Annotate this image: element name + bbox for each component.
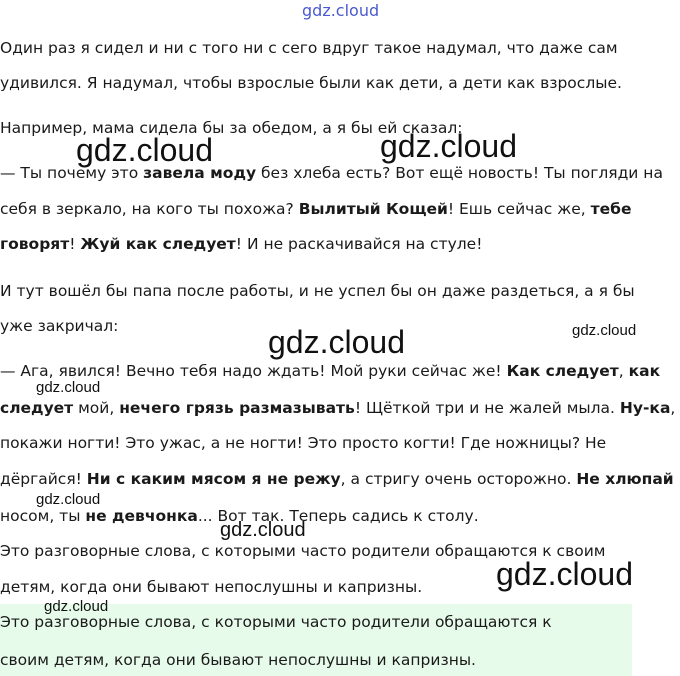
text: ! bbox=[69, 235, 81, 253]
paragraph-3-line-3 bbox=[0, 234, 482, 254]
text: , bbox=[670, 399, 676, 417]
bold-phrase: говорят bbox=[0, 235, 70, 253]
bold-phrase: Вылитый Кощей bbox=[298, 200, 448, 218]
text: без хлеба есть? Вот ещё новость! Ты погляди на bbox=[256, 164, 663, 182]
answer-line-1: Это разговорные слова, с которыми часто родители обращаются к bbox=[0, 613, 552, 631]
paragraph-5-line-1 bbox=[0, 361, 660, 381]
paragraph-3-line-2 bbox=[0, 199, 631, 219]
paragraph-1-line-1: Один раз я сидел и ни с того ни с сего вдруг такое надумал, что даже сам bbox=[0, 39, 618, 57]
text: ! Ешь сейчас же, bbox=[447, 200, 591, 218]
watermark: gdz.cloud bbox=[496, 556, 633, 592]
bold-phrase: тебе bbox=[590, 200, 632, 218]
paragraph-4-line-2: уже закричал: bbox=[0, 317, 119, 335]
watermark: gdz.cloud bbox=[220, 519, 306, 541]
text: мой, bbox=[73, 399, 120, 417]
watermark: gdz.cloud bbox=[380, 128, 517, 164]
paragraph-5-line-4 bbox=[0, 469, 674, 489]
watermark: gdz.cloud bbox=[302, 1, 380, 20]
paragraph-5-line-2 bbox=[0, 398, 675, 418]
bold-phrase: не девчонка bbox=[85, 507, 198, 525]
watermark: gdz.cloud bbox=[44, 598, 109, 615]
watermark: gdz.cloud bbox=[36, 379, 101, 396]
paragraph-1-line-2: удивился. Я надумал, чтобы взрослые были как дети, а дети как взрослые. bbox=[0, 74, 622, 92]
text: себя в зеркало, на кого ты похожа? bbox=[0, 200, 299, 218]
explanation-line-2: детям, когда они бывают непослушны и капризны. bbox=[0, 578, 423, 596]
paragraph-2-line-1: Например, мама сидела бы за обедом, а я бы ей сказал: bbox=[0, 119, 463, 137]
text: ! Щёткой три и не жалей мыла. bbox=[354, 399, 620, 417]
explanation-line-1: Это разговорные слова, с которыми часто родители обращаются к своим bbox=[0, 542, 606, 560]
watermark: gdz.cloud bbox=[572, 322, 637, 339]
bold-phrase: Ни с каким мясом я не режу bbox=[86, 470, 341, 488]
watermark: gdz.cloud bbox=[76, 132, 213, 168]
text: , bbox=[618, 362, 629, 380]
bold-phrase: Жуй как следует bbox=[80, 235, 236, 253]
text: носом, ты bbox=[0, 507, 86, 525]
watermark: gdz.cloud bbox=[36, 491, 101, 508]
bold-phrase: Ну-ка bbox=[619, 399, 671, 417]
bold-phrase: Не хлюпай bbox=[576, 470, 674, 488]
text: дёргайся! bbox=[0, 470, 87, 488]
text: — Ты почему это bbox=[0, 164, 144, 182]
watermark: gdz.cloud bbox=[268, 324, 405, 360]
bold-phrase: Как следует bbox=[506, 362, 619, 380]
bold-phrase: завела моду bbox=[143, 164, 257, 182]
paragraph-5-line-3: покажи ногти! Это ужас, а не ногти! Это просто когти! Где ножницы? Не bbox=[0, 434, 607, 452]
answer-line-2: своим детям, когда они бывают непослушны и капризны. bbox=[0, 651, 476, 669]
text: — Ага, явился! Вечно тебя надо ждать! Мой руки сейчас же! bbox=[0, 362, 507, 380]
text: ! И не раскачивайся на стуле! bbox=[235, 235, 483, 253]
bold-phrase: как bbox=[628, 362, 661, 380]
paragraph-4-line-1: И тут вошёл бы папа после работы, и не успел бы он даже раздеться, а я бы bbox=[0, 282, 635, 300]
text: ... Вот так. Теперь садись к столу. bbox=[197, 507, 479, 525]
bold-phrase: нечего грязь размазывать bbox=[119, 399, 355, 417]
text: , а стригу очень осторожно. bbox=[340, 470, 577, 488]
bold-phrase: следует bbox=[0, 399, 74, 417]
